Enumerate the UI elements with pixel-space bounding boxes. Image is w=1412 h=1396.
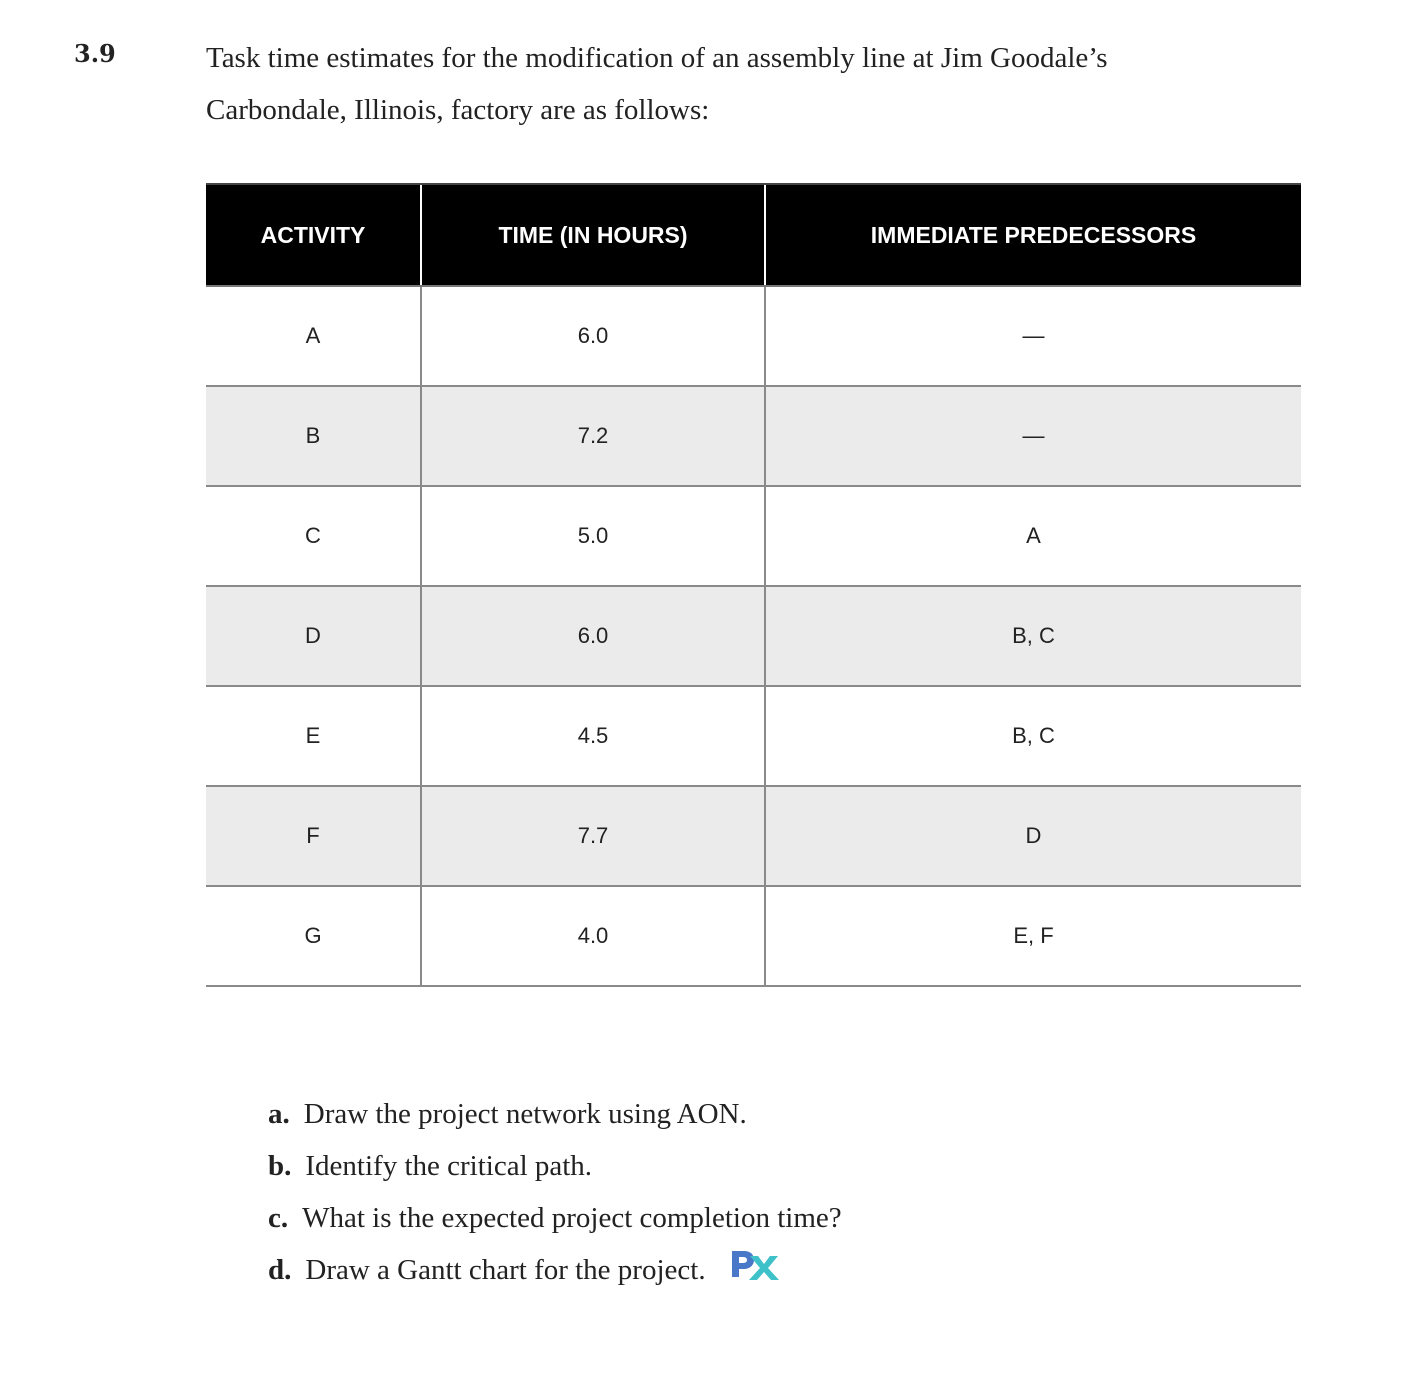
question-letter: a. [268, 1098, 290, 1130]
question-letter: d. [268, 1254, 292, 1286]
question-item [268, 1192, 842, 1244]
cell-predecessors: B, C [765, 686, 1301, 786]
cell-activity: A [206, 286, 421, 386]
intro-line-2: Carbondale, Illinois, factory are as follows: [206, 94, 710, 126]
table-row [206, 886, 1301, 986]
table-row [206, 486, 1301, 586]
table-header-row [206, 184, 1301, 286]
question-item [268, 1088, 842, 1140]
question-text: Identify the critical path. [305, 1150, 593, 1182]
question-item [268, 1244, 842, 1296]
cell-activity: C [206, 486, 421, 586]
cell-time: 4.5 [421, 686, 765, 786]
task-time-table [206, 183, 1301, 987]
cell-activity: F [206, 786, 421, 886]
cell-time: 5.0 [421, 486, 765, 586]
intro-line-1: Task time estimates for the modification of an assembly line at Jim Goodale’s [206, 42, 1108, 74]
cell-predecessors: — [765, 286, 1301, 386]
header-time: TIME (IN HOURS) [421, 184, 765, 286]
cell-activity: E [206, 686, 421, 786]
cell-activity: D [206, 586, 421, 686]
cell-activity: B [206, 386, 421, 486]
px-icon[interactable] [728, 1246, 782, 1298]
question-letter: c. [268, 1202, 289, 1234]
table-row [206, 686, 1301, 786]
cell-predecessors: E, F [765, 886, 1301, 986]
cell-predecessors: — [765, 386, 1301, 486]
table-row [206, 786, 1301, 886]
table-row [206, 286, 1301, 386]
header-predecessors: IMMEDIATE PREDECESSORS [765, 184, 1301, 286]
table-row [206, 586, 1301, 686]
cell-time: 7.7 [421, 786, 765, 886]
question-text: What is the expected project completion time? [302, 1202, 842, 1234]
cell-predecessors: A [765, 486, 1301, 586]
table-row [206, 386, 1301, 486]
question-letter: b. [268, 1150, 292, 1182]
cell-time: 6.0 [421, 286, 765, 386]
question-text: Draw the project network using AON. [303, 1098, 747, 1130]
cell-predecessors: D [765, 786, 1301, 886]
header-activity: ACTIVITY [206, 184, 421, 286]
cell-activity: G [206, 886, 421, 986]
cell-predecessors: B, C [765, 586, 1301, 686]
problem-number: 3.9 [74, 39, 116, 68]
cell-time: 4.0 [421, 886, 765, 986]
cell-time: 7.2 [421, 386, 765, 486]
question-item [268, 1140, 842, 1192]
problem-statement [206, 32, 1306, 136]
question-list [268, 1088, 842, 1296]
cell-time: 6.0 [421, 586, 765, 686]
question-text: Draw a Gantt chart for the project. [305, 1254, 706, 1286]
